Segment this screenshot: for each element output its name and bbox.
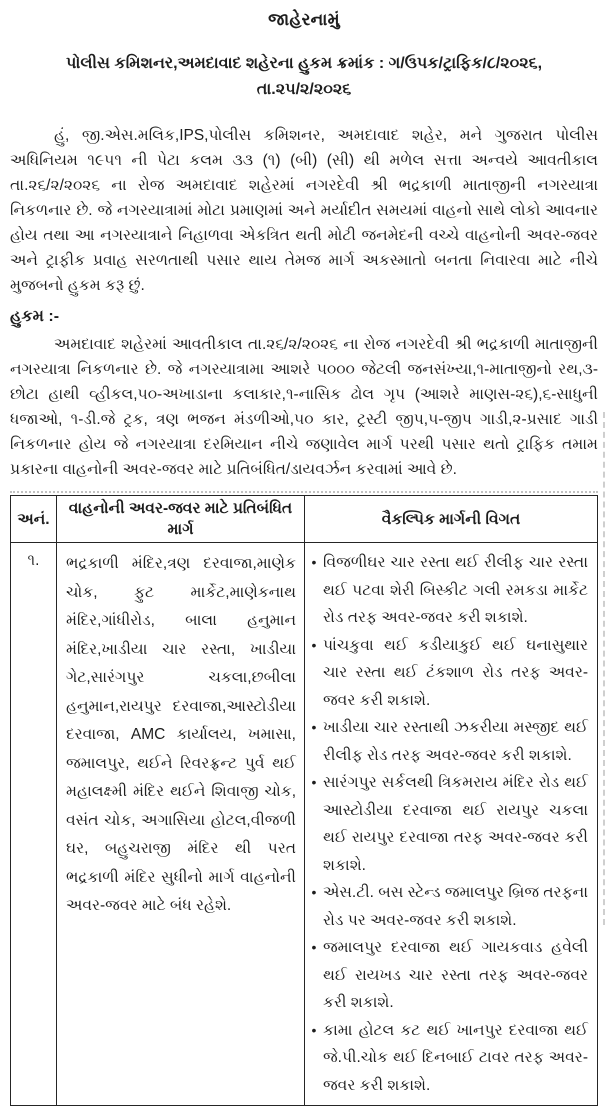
list-item-text: વિજળીઘર ચાર રસ્તા થઈ રીલીફ ચાર રસ્તા થઈ પટવા શેરી બિસ્કીટ ગલી રમકડા માર્કેટ રોડ તરફ અવર-જવર કરી શકાશે. bbox=[323, 554, 588, 626]
scan-artifact-page-edge bbox=[603, 412, 605, 925]
list-item bbox=[305, 879, 588, 934]
order-heading: હુકમ :- bbox=[10, 308, 60, 325]
preamble-paragraph: હું, જી.એસ.મલિક,IPS,પોલીસ કમિશનર, અમદાવાદ શહેર, મને ગુજરાત પોલીસ અધિનિયમ ૧૯૫૧ ની પેટા કલમ ૩૩ (૧) (બી) (સી) થી મળેલ સત્તા અન્વયે આવતીકાલ તા.૨૬/૨/૨૦૨૬ ના રોજ અમદાવાદ શહેરમાં નગરદેવી શ્રી ભદ્રકાળી માતાજીની નગરયાત્રા નિકળનાર છે. જે નગરયાત્રામાં મોટા પ્રમાણમાં અને મર્યાદીત સમયમાં વાહનો સાથે લોકો આવનાર હોય તથા આ નગરયાત્રાને નિહાળવા એકત્રિત થતી મોટી જનમેદની વચ્ચે વાહનોની અવર-જવર અને ટ્રાફીક પ્રવાહ સરળતાથી પસાર થાય તેમજ માર્ગ અકસ્માતો બનતા નિવારવા માટે નીચે મુજબનો હુકમ કરૂ છું. bbox=[10, 127, 598, 294]
order-details-paragraph: અમદાવાદ શહેરમાં આવતીકાલ તા.૨૬/૨/૨૦૨૬ ના રોજ નગરદેવી શ્રી ભદ્રકાળી માતાજીની નગરયાત્રા નિકળનાર છે. જે નગરયાત્રામા આશરે ૫૦૦૦ જેટલી જનસંખ્યા,૧-માતાજીનો રથ,૩-છોટા હાથી વ્હીકલ,૫૦-અખાડાના કલાકાર,૧-નાસિક ઢોલ ગૃપ (આશરે માણસ-૨૬),૬-સાધુની ધજાઓ, ૧-ડી.જે ટ્રક, ત્રણ ભજન મંડળીઓ,૫૦ કાર, ટ્રસ્ટી જીપ,૫-જીપ ગાડી,૨-પ્રસાદ ગાડી નિકળનાર હોય જે નગરયાત્રા દરમિયાન નીચે જણાવેલ માર્ગ પરથી પસાર થતો ટ્રાફિક તમામ પ્રકારના વાહનોની અવર-જવર માટે પ્રતિબંધિત/ડાયવર્ઝન કરવામાં આવે છે. bbox=[10, 336, 598, 478]
bullet-icon: • bbox=[311, 1021, 317, 1038]
list-item-text: જમાલપુર દરવાજા થઈ ગાયકવાડ હવેલી થઈ રાયખડ ચાર રસ્તા તરફ અવર-જવર કરી શકાશે. bbox=[323, 939, 588, 1011]
bullet-icon: • bbox=[311, 939, 317, 955]
bullet-icon: • bbox=[311, 719, 317, 735]
list-item bbox=[305, 934, 588, 1017]
list-item bbox=[305, 632, 588, 715]
list-item-text: એસ.ટી. બસ સ્ટેન્ડ જમાલપુર બ્રિજ તરફના રોડ પર અવર-જવર કરી શકાશે. bbox=[323, 884, 588, 929]
scan-artifact-line bbox=[10, 491, 598, 493]
bullet-icon: • bbox=[311, 554, 317, 570]
list-item bbox=[305, 714, 588, 769]
order-date-line: તા.૨૫/૨/૨૦૨૬ bbox=[256, 81, 352, 98]
bullet-icon: • bbox=[311, 636, 317, 653]
order-number-line: પોલીસ કમિશનર,અમદાવાદ શહેરના હુકમ ક્રમાંક : ગ/ઉપક/ટ્રાફિક/૮/૨૦૨૬, bbox=[65, 55, 543, 72]
serial-column-header: અનં. bbox=[11, 496, 57, 543]
traffic-restriction-table bbox=[10, 495, 598, 1106]
serial-number-cell: ૧. bbox=[11, 543, 57, 1106]
table-header-row bbox=[11, 496, 598, 543]
list-item-text: પાંચકુવા થઈ કડીયાકુઈ થઈ ઘનાસુથાર ચાર રસ્તા થઈ ટંકશાળ રોડ તરફ અવર-જવર કરી શકાશે. bbox=[323, 636, 588, 709]
list-item-text: ખાડીયા ચાર રસ્તાથી ઝકરીયા મસ્જીદ થઈ રીલીફ રોડ તરફ અવર-જવર કરી શકાશે. bbox=[323, 719, 588, 764]
list-item bbox=[305, 769, 588, 879]
list-item-text: સારંગપુર સર્કલથી ત્રિકમરાય મંદિર રોડ થઈ આસ્ટોડીયા દરવાજા થઈ રાયપુર ચકલા થઈ રાયપુર દરવાજા તરફ અવર-જવર કરી શકાશે. bbox=[323, 774, 588, 874]
bullet-icon: • bbox=[311, 774, 317, 790]
bullet-icon: • bbox=[311, 884, 317, 900]
page-title: જાહેરનામું bbox=[268, 10, 340, 29]
list-item bbox=[305, 1017, 588, 1100]
table-row bbox=[11, 543, 598, 1106]
alternate-route-column-header: વૈકલ્પિક માર્ગની વિગત bbox=[305, 496, 598, 543]
list-item bbox=[305, 549, 588, 632]
restricted-route-cell: ભદ્રકાળી મંદિર,ત્રણ દરવાજા,માણેક ચોક, ફુટ માર્કેટ,માણેકનાથ મંદિર,ગાંધીરોડ, બાલા હનુમાન મંદિર,ખાડીયા ચાર રસ્તા, ખાડીયા ગેટ,સારંગપુર ચકલા,છબીલા હનુમાન,રાયપુર દરવાજા,આસ્ટોડીયા દરવાજા, AMC કાર્યાલય, ખમાસા, જમાલપુર, થઈને રિવરફ્રન્ટ પુર્વ થઈ મહાલક્ષ્મી મંદિર થઈને શિવાજી ચોક, વસંત ચોક, અગાસિયા હોટલ,વીજળી ઘર, બહુચરાજી મંદિર થી પરત ભદ્રકાળી મંદિર સુધીનો માર્ગ વાહનોની અવર-જવર માટે બંધ રહેશે. bbox=[57, 543, 305, 1106]
alternate-routes-list bbox=[305, 549, 588, 1099]
restricted-route-column-header: વાહનોની અવર-જવર માટે પ્રતિબંધિત માર્ગ bbox=[57, 496, 305, 543]
list-item-text: કામા હોટલ કટ થઈ ખાનપુર દરવાજા થઈ જે.પી.ચોક થઈ દિનબાઈ ટાવર તરફ અવર-જવર કરી શકાશે. bbox=[323, 1021, 588, 1094]
alternate-routes-cell bbox=[305, 543, 598, 1106]
